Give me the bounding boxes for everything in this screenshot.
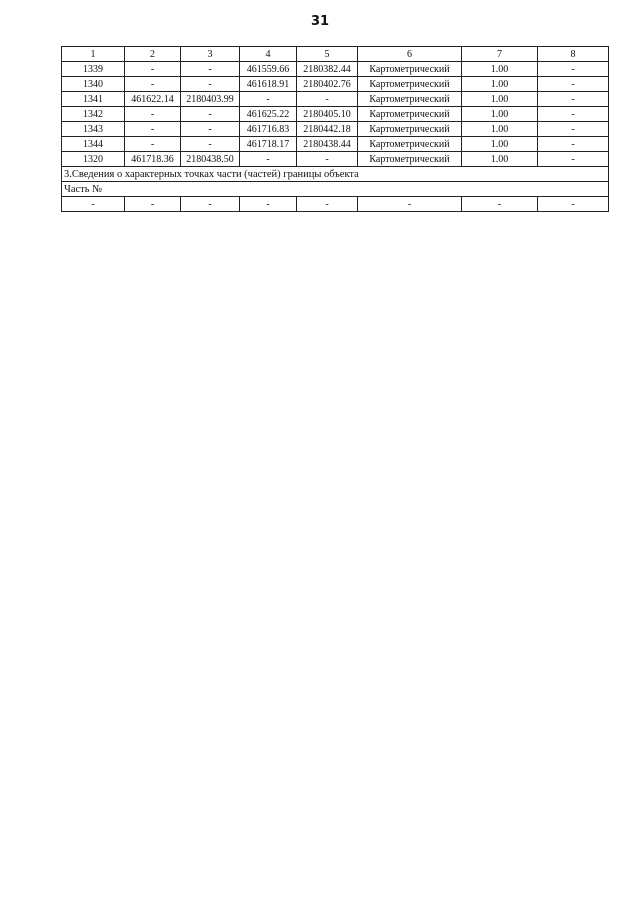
part-label-row	[62, 182, 609, 197]
table-cell: -	[181, 137, 240, 152]
empty-data-row	[62, 197, 609, 212]
table-cell: -	[181, 197, 240, 212]
table-cell: -	[297, 152, 358, 167]
table-row	[62, 107, 609, 122]
table-cell: -	[125, 137, 181, 152]
table-cell: Картометрический	[358, 77, 462, 92]
part-label: Часть №	[62, 182, 609, 197]
table-cell: 461625.22	[240, 107, 297, 122]
header-cell: 6	[358, 47, 462, 62]
table-cell: -	[462, 197, 538, 212]
table-cell: -	[358, 197, 462, 212]
table-header-row	[62, 47, 609, 62]
table-cell: 2180438.44	[297, 137, 358, 152]
table-body	[62, 47, 609, 212]
table-cell: 2180402.76	[297, 77, 358, 92]
table-cell: -	[240, 92, 297, 107]
table-cell: 461559.66	[240, 62, 297, 77]
table-cell: 2180442.18	[297, 122, 358, 137]
table-cell: -	[125, 62, 181, 77]
table-cell: Картометрический	[358, 137, 462, 152]
table-cell: -	[538, 137, 609, 152]
table-cell: 1.00	[462, 92, 538, 107]
table-cell: 1.00	[462, 77, 538, 92]
table-cell: 1.00	[462, 152, 538, 167]
table-cell: 461618.91	[240, 77, 297, 92]
table-cell: 2180405.10	[297, 107, 358, 122]
table-cell: -	[125, 77, 181, 92]
table-cell: -	[181, 77, 240, 92]
table-cell: 1343	[62, 122, 125, 137]
section-title-row	[62, 167, 609, 182]
table-cell: 2180382.44	[297, 62, 358, 77]
table-cell: Картометрический	[358, 62, 462, 77]
table-row	[62, 122, 609, 137]
table-cell: 461716.83	[240, 122, 297, 137]
table-cell: 1339	[62, 62, 125, 77]
table-cell: -	[538, 92, 609, 107]
header-cell: 2	[125, 47, 181, 62]
section-title: 3.Сведения о характерных точках части (частей) границы объекта	[62, 167, 609, 182]
table-cell: 461622.14	[125, 92, 181, 107]
header-cell: 8	[538, 47, 609, 62]
table-cell: 1.00	[462, 137, 538, 152]
table-cell: -	[538, 152, 609, 167]
table-cell: -	[297, 197, 358, 212]
table-cell: -	[125, 197, 181, 212]
table-cell: 2180403.99	[181, 92, 240, 107]
table-cell: -	[538, 77, 609, 92]
table-cell: 1320	[62, 152, 125, 167]
table-cell: 461718.17	[240, 137, 297, 152]
header-cell: 7	[462, 47, 538, 62]
table-row	[62, 152, 609, 167]
header-cell: 1	[62, 47, 125, 62]
table-row	[62, 62, 609, 77]
table-cell: -	[538, 62, 609, 77]
table-cell: -	[538, 197, 609, 212]
table-cell: 2180438.50	[181, 152, 240, 167]
table-cell: 461718.36	[125, 152, 181, 167]
page-number: 31	[310, 14, 330, 29]
table-cell: 1341	[62, 92, 125, 107]
table-cell: -	[181, 122, 240, 137]
table-cell: -	[240, 197, 297, 212]
table-cell: -	[125, 107, 181, 122]
table-row	[62, 92, 609, 107]
header-cell: 4	[240, 47, 297, 62]
table-cell: 1344	[62, 137, 125, 152]
table-cell: -	[125, 122, 181, 137]
table-cell: 1342	[62, 107, 125, 122]
header-cell: 5	[297, 47, 358, 62]
table-cell: Картометрический	[358, 152, 462, 167]
header-cell: 3	[181, 47, 240, 62]
table-cell: Картометрический	[358, 122, 462, 137]
table-cell: -	[240, 152, 297, 167]
table-row	[62, 137, 609, 152]
table-cell: -	[538, 107, 609, 122]
table-row	[62, 77, 609, 92]
table-cell: -	[538, 122, 609, 137]
table-cell: Картометрический	[358, 107, 462, 122]
table-cell: Картометрический	[358, 92, 462, 107]
table-cell: 1.00	[462, 62, 538, 77]
table-cell: -	[181, 107, 240, 122]
table-cell: -	[181, 62, 240, 77]
table-cell: -	[62, 197, 125, 212]
table-cell: 1.00	[462, 122, 538, 137]
table-cell: -	[297, 92, 358, 107]
table-cell: 1340	[62, 77, 125, 92]
table-cell: 1.00	[462, 107, 538, 122]
boundary-points-table	[61, 46, 609, 212]
